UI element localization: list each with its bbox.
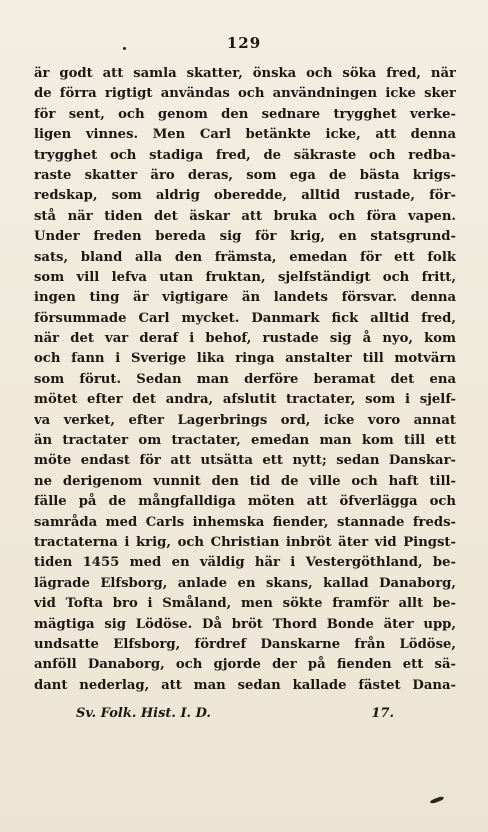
text-line: tractaterna i krig, och Christian inbröt äter vid Pingst- xyxy=(34,534,456,550)
text-line: när det var deraf i behof, rustade sig å nyo, kom xyxy=(34,331,456,347)
text-line: trygghet och stadiga fred, de säkraste och redba- xyxy=(34,147,456,163)
text-line: ligen vinnes. Men Carl betänkte icke, att denna xyxy=(34,127,456,143)
body-text xyxy=(34,64,456,696)
text-line: dant nederlag, att man sedan kallade fästet Dana- xyxy=(34,677,456,693)
signature-mark: Sv. Folk. Hist. I. D. xyxy=(76,706,211,721)
text-line: som förut. Sedan man derföre beramat det ena xyxy=(34,371,456,387)
text-line: samråda med Carls inhemska fiender, stannade freds- xyxy=(34,514,456,530)
ink-speck xyxy=(123,47,126,50)
text-line: stå när tiden det äskar att bruka och föra vapen. xyxy=(34,208,456,224)
text-line: ne derigenom vunnit den tid de ville och haft till- xyxy=(34,473,456,489)
text-line: som vill lefva utan fruktan, sjelfständigt och fritt, xyxy=(34,269,456,285)
text-line: tiden 1455 med en väldig här i Vestergöthland, be- xyxy=(34,555,456,571)
text-line: ingen ting är vigtigare än landets försvar. denna xyxy=(34,290,456,306)
text-line: anföll Danaborg, och gjorde der på fienden ett sä- xyxy=(34,657,456,673)
text-line: va verket, efter Lagerbrings ord, icke voro annat xyxy=(34,412,456,428)
text-line: möte endast för att utsätta ett nytt; sedan Danskar- xyxy=(34,453,456,469)
page-number: 129 xyxy=(226,34,262,52)
text-line: de förra rigtigt användas och användningen icke sker xyxy=(34,86,456,102)
text-line: sats, bland alla den främsta, emedan för ett folk xyxy=(34,249,456,265)
text-line: lägrade Elfsborg, anlade en skans, kallad Danaborg, xyxy=(34,575,456,591)
ink-speck xyxy=(430,796,445,805)
page-footer xyxy=(76,706,394,721)
text-line: än tractater om tractater, emedan man kom till ett xyxy=(34,433,456,449)
text-line: försummade Carl mycket. Danmark fick alltid fred, xyxy=(34,310,456,326)
text-line: och fann i Sverige lika ringa anstalter till motvärn xyxy=(34,351,456,367)
text-line: är godt att samla skatter, önska och söka fred, när xyxy=(34,66,456,81)
text-line: Under freden bereda sig för krig, en statsgrund- xyxy=(34,229,456,245)
text-line: vid Tofta bro i Småland, men sökte framför allt be- xyxy=(34,596,456,612)
sheet-number: 17. xyxy=(371,706,394,721)
text-line: raste skatter äro deras, som ega de bästa krigs- xyxy=(34,167,456,183)
text-line: redskap, som aldrig oberedde, alltid rustade, för- xyxy=(34,188,456,204)
text-line: för sent, och genom den sednare trygghet verke- xyxy=(34,106,456,122)
text-line: fälle på de mångfalldiga möten att öfverlägga och xyxy=(34,494,456,510)
text-line: mötet efter det andra, afslutit tractater, som i sjelf- xyxy=(34,392,456,408)
text-line: mägtiga sig Lödöse. Då bröt Thord Bonde äter upp, xyxy=(34,616,456,632)
text-line: undsatte Elfsborg, fördref Danskarne från Lödöse, xyxy=(34,636,456,652)
